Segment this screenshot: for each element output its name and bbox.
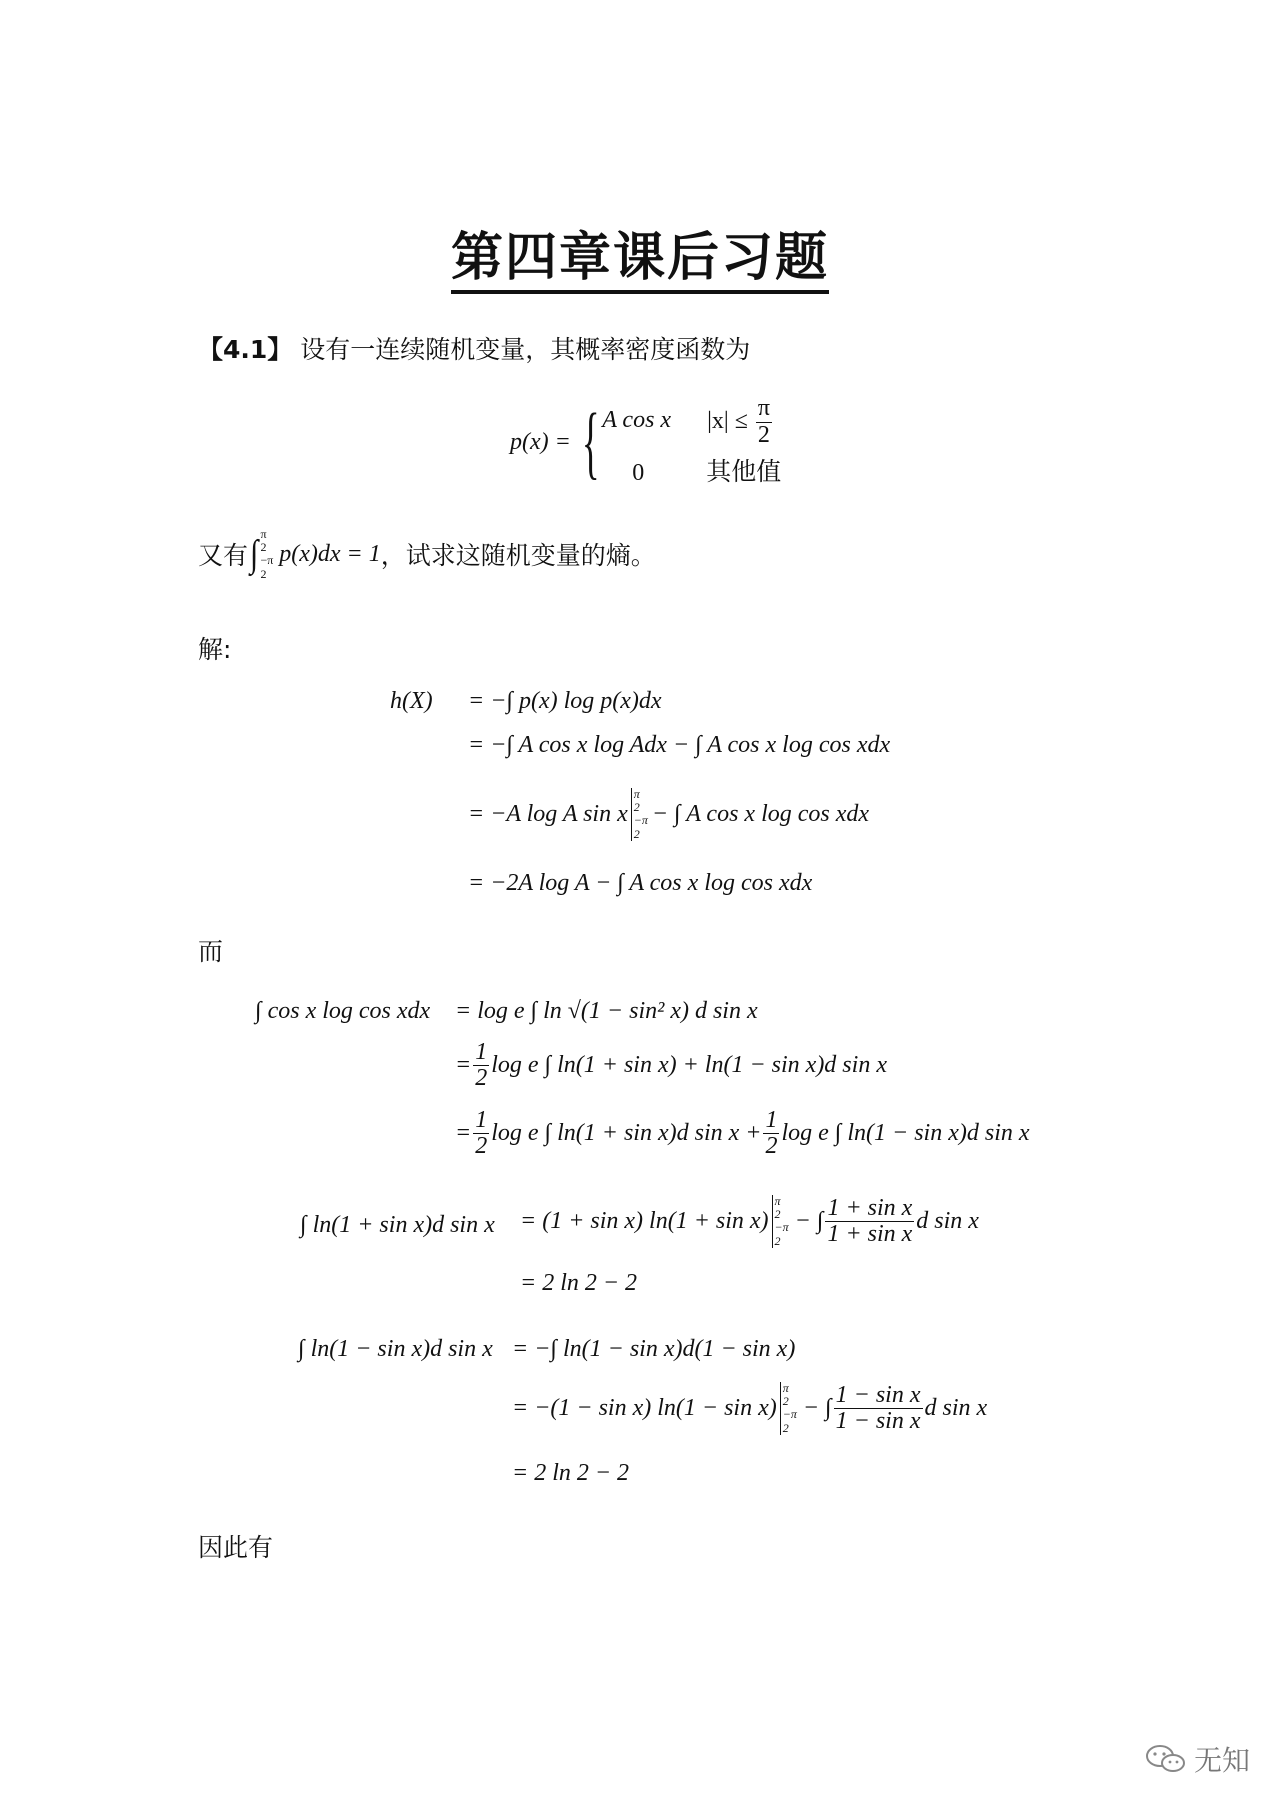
brace: {	[581, 396, 600, 487]
plus-frac-den: 1 + sin x	[827, 1220, 913, 1247]
problem-statement	[198, 330, 750, 366]
half-den: 2	[475, 1133, 488, 1160]
half-num: 1	[765, 1107, 778, 1133]
minus-frac	[834, 1383, 923, 1434]
h-line-3	[468, 788, 869, 841]
pdf-case-2	[602, 452, 781, 488]
case1-expr: A cos x	[602, 407, 672, 434]
integral-limits	[260, 528, 273, 581]
case1-cond: |x| ≤	[707, 407, 748, 434]
bar-upper-den: 2	[633, 800, 640, 815]
given-line	[198, 528, 656, 581]
eq-sign: =	[455, 1052, 472, 1079]
pdf-cases	[602, 396, 781, 487]
bar-upper-den: 2	[782, 1394, 789, 1409]
minus-line-2b: − ∫	[802, 1394, 832, 1421]
bar-upper: π	[782, 1381, 789, 1395]
plus-line-1a: = (1 + sin x) ln(1 + sin x)	[520, 1207, 769, 1234]
page-title: 第四章课后习题	[0, 215, 1280, 290]
eval-bar	[772, 1195, 789, 1248]
case2-cond: 其他值	[706, 456, 782, 486]
bar-lower-den: 2	[633, 826, 640, 841]
bar-lower: −π	[633, 813, 648, 828]
cos-line-3b: log e ∫ ln(1 − sin x)d sin x	[781, 1120, 1030, 1147]
given-prefix: 又有	[198, 541, 249, 571]
pdf-formula	[510, 392, 781, 492]
eq-sign: =	[455, 1120, 472, 1147]
therefore-label: 因此有	[198, 1533, 274, 1562]
half-num: 1	[475, 1039, 488, 1065]
minus-line-1: = −∫ ln(1 − sin x)d(1 − sin x)	[512, 1336, 796, 1362]
upper-limit: π	[260, 527, 267, 541]
h-line-1: = −∫ p(x) log p(x)dx	[468, 688, 662, 714]
bar-lower-den: 2	[774, 1233, 781, 1248]
plus-line-1	[520, 1195, 979, 1248]
watermark-text: 无知	[1193, 1744, 1250, 1777]
and-label: 而	[198, 937, 224, 966]
h-lhs: h(X)	[390, 688, 433, 714]
lower-limit-den: 2	[260, 566, 267, 581]
bar-lower: −π	[774, 1220, 789, 1235]
half-den: 2	[475, 1065, 488, 1092]
half-den: 2	[765, 1133, 778, 1160]
minus-line-3: = 2 ln 2 − 2	[512, 1460, 630, 1486]
eval-bar	[780, 1382, 797, 1435]
minus-frac-num: 1 − sin x	[835, 1381, 921, 1408]
problem-label: 【4.1】	[198, 335, 293, 364]
minus-lhs: ∫ ln(1 − sin x)d sin x	[298, 1336, 493, 1362]
plus-line-1b: − ∫	[794, 1207, 824, 1234]
plus-frac-num: 1 + sin x	[827, 1194, 913, 1221]
bar-lower: −π	[782, 1407, 797, 1422]
frac-den: 2	[757, 421, 770, 448]
pdf-lhs: p(x) =	[510, 428, 571, 455]
minus-line-2a: = −(1 − sin x) ln(1 − sin x)	[512, 1394, 777, 1421]
case1-frac	[756, 396, 772, 447]
half-frac	[763, 1108, 779, 1159]
cos-lhs: ∫ cos x log cos xdx	[255, 998, 431, 1024]
h-line-3a: = −A log A sin x	[468, 800, 628, 827]
plus-lhs: ∫ ln(1 + sin x)d sin x	[300, 1212, 495, 1238]
bar-upper: π	[633, 787, 640, 801]
h-line-2: = −∫ A cos x log Adx − ∫ A cos x log cos xdx	[468, 732, 891, 758]
given-suffix: ，试求这随机变量的熵。	[380, 541, 656, 571]
bar-upper: π	[774, 1194, 781, 1208]
cos-line-1: = log e ∫ ln √(1 − sin² x) d sin x	[455, 998, 758, 1024]
h-line-3b: − ∫ A cos x log cos xdx	[651, 800, 870, 827]
bar-upper-den: 2	[774, 1207, 781, 1222]
plus-line-2: = 2 ln 2 − 2	[520, 1270, 638, 1296]
minus-frac-den: 1 − sin x	[835, 1407, 921, 1434]
h-line-4: = −2A log A − ∫ A cos x log cos xdx	[468, 870, 813, 896]
problem-text: 设有一连续随机变量，其概率密度函数为	[300, 335, 751, 364]
bar-lower-den: 2	[782, 1420, 789, 1435]
cos-line-2-text: log e ∫ ln(1 + sin x) + ln(1 − sin x)d sin x	[491, 1052, 887, 1079]
plus-line-1c: d sin x	[916, 1207, 979, 1234]
plus-frac	[825, 1196, 914, 1247]
cos-line-3	[455, 1108, 1030, 1159]
upper-limit-den: 2	[260, 540, 267, 555]
half-frac	[473, 1108, 489, 1159]
chat-bubbles-icon	[1144, 1743, 1188, 1775]
frac-num: π	[757, 395, 770, 422]
cos-line-3a: log e ∫ ln(1 + sin x)d sin x +	[491, 1120, 762, 1147]
half-frac	[473, 1040, 489, 1091]
minus-line-2c: d sin x	[924, 1394, 988, 1421]
minus-line-2	[512, 1382, 987, 1435]
watermark	[1144, 1739, 1250, 1779]
lower-limit: −π	[260, 553, 274, 568]
case2-expr: 0	[632, 459, 645, 486]
cos-line-2	[455, 1040, 887, 1091]
half-num: 1	[475, 1107, 488, 1133]
given-formula: p(x)dx = 1	[279, 540, 381, 567]
solution-label: 解:	[198, 635, 232, 664]
integral-sign: ∫	[250, 533, 259, 576]
pdf-case-1	[602, 396, 781, 447]
eval-bar	[631, 788, 648, 841]
